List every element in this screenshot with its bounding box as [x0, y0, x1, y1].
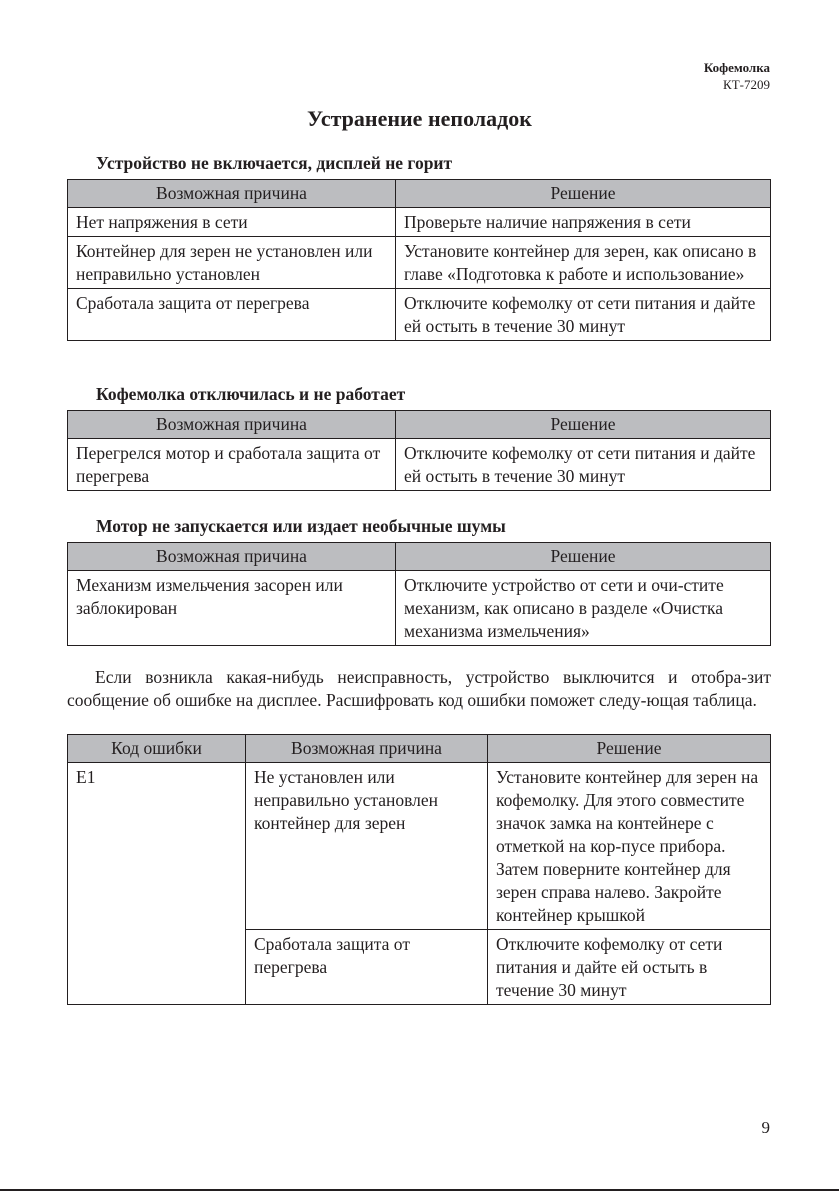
cause-cell: Механизм измельчения засорен или заблокирован: [68, 571, 396, 646]
cause-cell: Нет напряжения в сети: [68, 208, 396, 237]
table-row: [68, 763, 771, 930]
error-code-table: [67, 734, 771, 1005]
error-code-cell: E1: [68, 763, 246, 1005]
column-header-solution: Решение: [396, 543, 771, 571]
page-title: Устранение неполадок: [307, 106, 532, 131]
section-heading-no-power: Устройство не включается, дисплей не горит: [96, 153, 453, 173]
table-header-row: [68, 543, 771, 571]
troubleshooting-table-motor-noise: [67, 542, 771, 646]
table-row: [68, 289, 771, 341]
table-row: [68, 208, 771, 237]
table-header-row: [68, 735, 771, 763]
cause-cell: Сработала защита от перегрева: [246, 930, 488, 1005]
table-header-row: [68, 411, 771, 439]
section-heading-grinder-off: Кофемолка отключилась и не работает: [96, 384, 406, 404]
column-header-cause: Возможная причина: [68, 543, 396, 571]
solution-cell: Отключите устройство от сети и очи-стите механизм, как описано в разделе «Очистка механизма измельчения»: [396, 571, 771, 646]
column-header-error-code: Код ошибки: [68, 735, 246, 763]
table-row: [68, 237, 771, 289]
product-name: Кофемолка: [703, 60, 770, 75]
product-model: КТ-7209: [723, 77, 770, 92]
cause-cell: Сработала защита от перегрева: [68, 289, 396, 341]
cause-cell: Перегрелся мотор и сработала защита от перегрева: [68, 439, 396, 491]
solution-cell: Отключите кофемолку от сети питания и дайте ей остыть в течение 30 минут: [488, 930, 771, 1005]
page-number: 9: [761, 1118, 770, 1137]
column-header-cause: Возможная причина: [68, 411, 396, 439]
page-header: [704, 59, 770, 93]
section-heading-motor-noise: Мотор не запускается или издает необычные шумы: [96, 516, 506, 536]
cause-cell: Контейнер для зерен не установлен или неправильно установлен: [68, 237, 396, 289]
column-header-solution: Решение: [396, 411, 771, 439]
column-header-cause: Возможная причина: [246, 735, 488, 763]
solution-cell: Установите контейнер для зерен на кофемолку. Для этого совместите значок замка на контейнере с отметкой на кор-пусе прибора. Затем поверните контейнер для зерен справа налево. Закройте контейнер крышкой: [488, 763, 771, 930]
troubleshooting-table-no-power: [67, 179, 771, 341]
column-header-solution: Решение: [396, 180, 771, 208]
cause-cell: Не установлен или неправильно установлен контейнер для зерен: [246, 763, 488, 930]
column-header-cause: Возможная причина: [68, 180, 396, 208]
error-intro-paragraph: Если возникла какая-нибудь неисправность, устройство выключится и отобра-зит сообщение об ошибке на дисплее. Расшифровать код ошибки поможет следу-ющая таблица.: [67, 667, 771, 710]
table-row: [68, 439, 771, 491]
column-header-solution: Решение: [488, 735, 771, 763]
solution-cell: Проверьте наличие напряжения в сети: [396, 208, 771, 237]
solution-cell: Установите контейнер для зерен, как описано в главе «Подготовка к работе и использование»: [396, 237, 771, 289]
table-row: [68, 571, 771, 646]
solution-cell: Отключите кофемолку от сети питания и дайте ей остыть в течение 30 минут: [396, 439, 771, 491]
solution-cell: Отключите кофемолку от сети питания и дайте ей остыть в течение 30 минут: [396, 289, 771, 341]
table-header-row: [68, 180, 771, 208]
troubleshooting-table-grinder-off: [67, 410, 771, 491]
